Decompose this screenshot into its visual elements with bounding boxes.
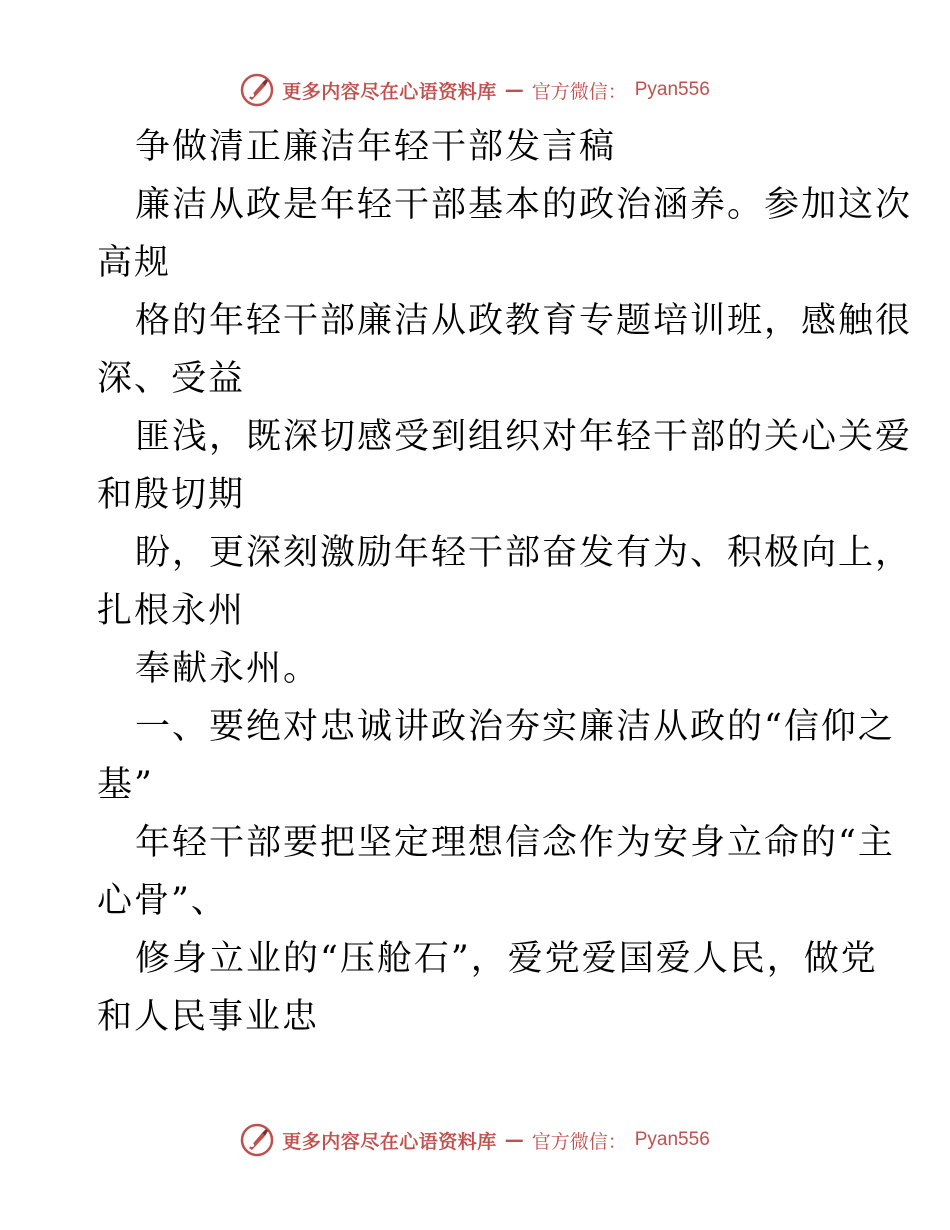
document-title: 争做清正廉洁年轻干部发言稿 [135, 127, 617, 167]
text-line: 扎根永州 [97, 591, 246, 631]
watermark-text: 更多内容尽在心语资料库 [282, 80, 497, 103]
watermark-footer [0, 1120, 950, 1160]
section-heading: 一、要绝对忠诚讲政治夯实廉洁从政的“信仰之 [135, 707, 895, 747]
watermark-wechat-label: 官方微信： [531, 1130, 627, 1153]
text-line: 和殷切期 [97, 475, 246, 515]
text-line: 格的年轻干部廉洁从政教育专题培训班，感触很 [135, 301, 913, 341]
pen-logo-icon [240, 73, 274, 107]
text-line: 心骨”、 [97, 881, 228, 921]
text-line: 和人民事业忠 [97, 997, 320, 1037]
text-line: 匪浅，既深切感受到组织对年轻干部的关心关爱 [135, 417, 913, 457]
section-heading-continued: 基” [97, 765, 154, 805]
text-line: 修身立业的“压舱石”，爱党爱国爱人民，做党 [135, 939, 878, 979]
text-line: 廉洁从政是年轻干部基本的政治涵养。参加这次 [135, 185, 913, 225]
text-line: 深、受益 [97, 359, 246, 399]
watermark-account: Pyan556 [634, 79, 710, 100]
text-line: 奉献永州。 [135, 649, 321, 689]
watermark-account: Pyan556 [634, 1129, 710, 1150]
watermark-wechat-label: 官方微信： [531, 80, 627, 103]
watermark-separator: — [504, 1129, 524, 1151]
watermark-separator: — [504, 79, 524, 101]
watermark-header [0, 70, 950, 110]
text-line: 盼，更深刻激励年轻干部奋发有为、积极向上， [135, 533, 913, 573]
text-line: 年轻干部要把坚定理想信念作为安身立命的“主 [135, 823, 895, 863]
watermark-text: 更多内容尽在心语资料库 [282, 1130, 497, 1153]
text-line: 高规 [97, 243, 172, 283]
pen-logo-icon [240, 1123, 274, 1157]
document-body [97, 118, 913, 1046]
